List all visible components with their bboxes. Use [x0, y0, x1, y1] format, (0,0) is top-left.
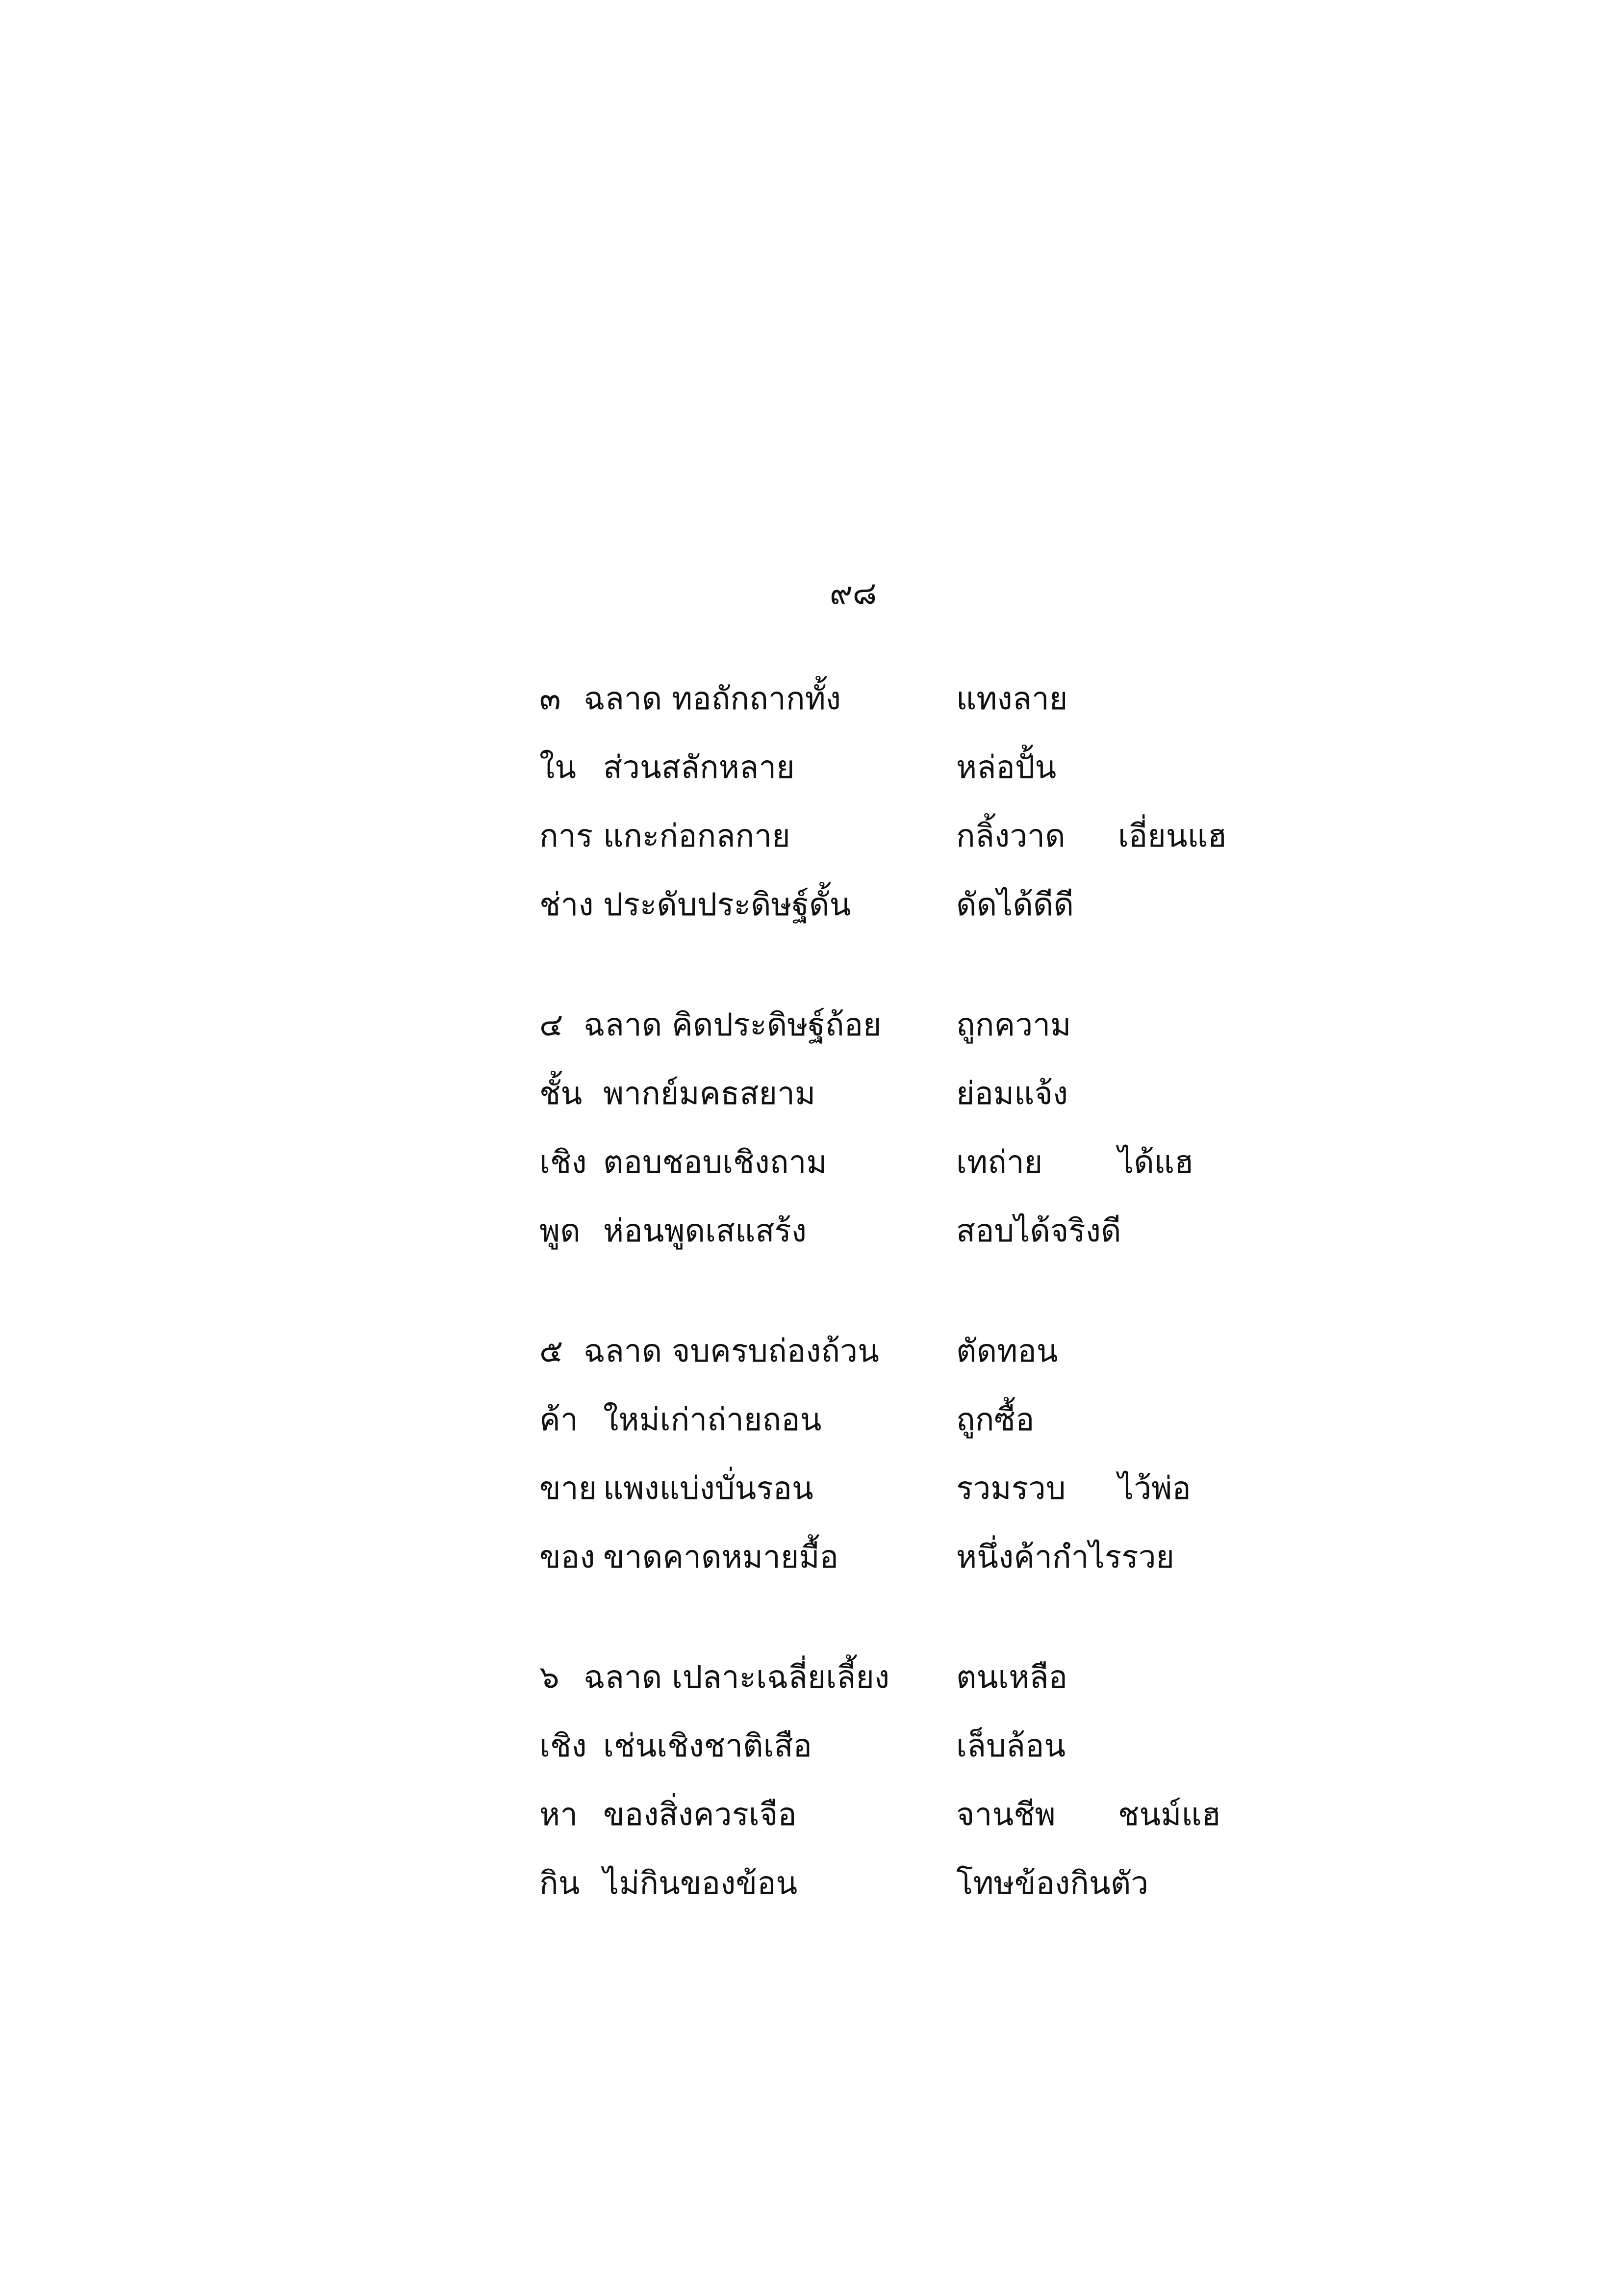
verse-coda: ชนม์แฮ	[1118, 1797, 1221, 1833]
verse-text: ของสิ่งควรเจือ	[603, 1797, 797, 1833]
verse-word: เชิง	[539, 1728, 587, 1764]
verse-ending: เล็บล้อน	[956, 1728, 1066, 1764]
verse-word: การ	[539, 818, 593, 854]
verse-coda: ได้แฮ	[1118, 1144, 1194, 1181]
verse-line	[539, 1712, 1275, 1780]
verse-line	[539, 1128, 1275, 1197]
verse-ending: จานชีพ	[956, 1797, 1056, 1833]
stanza-number: ๓	[539, 681, 561, 717]
verse-word: ฉลาด	[584, 1333, 662, 1369]
verse-line	[539, 1454, 1275, 1523]
stanza	[539, 1643, 1275, 1918]
verse-ending: เทถ่าย	[956, 1144, 1043, 1181]
verse-text: แพงแบ่งบั่นรอน	[603, 1470, 813, 1507]
verse-ending: หนึ่งค้ากำไรรวย	[956, 1539, 1174, 1575]
verse-ending: รวมรวบ	[956, 1470, 1066, 1507]
verse-word: หา	[539, 1797, 578, 1833]
verse-word: ขาย	[539, 1470, 597, 1507]
verse-text: ไม่กินของข้อน	[603, 1865, 798, 1902]
verse-line	[539, 1386, 1275, 1454]
verse-line	[539, 1059, 1275, 1128]
verse-word: เชิง	[539, 1144, 587, 1181]
verse-word: ฉลาด	[584, 1007, 662, 1043]
verse-word: กิน	[539, 1865, 580, 1902]
verse-text: พากย์มคธสยาม	[603, 1076, 816, 1112]
verse-text: ส่วนสลักหลาย	[603, 749, 795, 786]
stanza	[539, 665, 1275, 939]
verse-ending: โทษข้องกินตัว	[956, 1865, 1149, 1902]
verse-line	[539, 802, 1275, 871]
verse-text: ห่อนพูดเสแสร้ง	[603, 1213, 807, 1249]
verse-text: ทอถักถากทั้ง	[672, 681, 841, 717]
verse-text: ขาดคาดหมายมื้อ	[603, 1539, 838, 1575]
verse-ending: หล่อปั้น	[956, 749, 1057, 786]
verse-line	[539, 1780, 1275, 1849]
verse-word: ฉลาด	[584, 681, 662, 717]
verse-ending: ถูกความ	[956, 1007, 1071, 1043]
verse-line	[539, 665, 1275, 733]
verse-line	[539, 1317, 1275, 1386]
verse-word: ของ	[539, 1539, 595, 1575]
verse-word: ฉลาด	[584, 1659, 662, 1696]
verse-word: ค้า	[539, 1402, 578, 1438]
verse-line	[539, 991, 1275, 1059]
page-number: ๙๘	[829, 575, 877, 612]
stanza-number: ๕	[539, 1333, 563, 1369]
verse-ending: สอบได้จริงดี	[956, 1213, 1121, 1249]
verse-line	[539, 1643, 1275, 1712]
verse-line	[539, 1849, 1275, 1918]
verse-ending: กลิ้งวาด	[956, 818, 1066, 854]
verse-text: เปลาะเฉลี่ยเลี้ยง	[672, 1659, 890, 1696]
verse-line	[539, 871, 1275, 939]
verse-text: ใหม่เก่าถ่ายถอน	[603, 1402, 822, 1438]
verse-line	[539, 733, 1275, 802]
verse-line	[539, 1523, 1275, 1592]
stanza	[539, 991, 1275, 1265]
verse-ending: ตนเหลือ	[956, 1659, 1068, 1696]
verse-text: ประดับประดิษฐ์ดั้น	[603, 887, 851, 923]
verse-text: คิดประดิษฐ์ถ้อย	[672, 1007, 882, 1043]
verse-word: พูด	[539, 1213, 581, 1249]
verse-coda: ไว้พ่อ	[1118, 1470, 1191, 1507]
verse-text: เช่นเชิงชาติเสือ	[603, 1728, 812, 1764]
verse-text: ตอบชอบเชิงถาม	[603, 1144, 827, 1181]
verse-line	[539, 1197, 1275, 1265]
stanza-number: ๔	[539, 1007, 563, 1043]
verse-word: ใน	[539, 749, 576, 786]
verse-ending: ถูกซื้อ	[956, 1402, 1035, 1438]
verse-word: ชั้น	[539, 1076, 583, 1112]
stanza	[539, 1317, 1275, 1592]
verse-coda: เอี่ยนแฮ	[1118, 818, 1227, 854]
verse-text: แกะก่อกลกาย	[603, 818, 790, 854]
stanza-number: ๖	[539, 1659, 559, 1696]
verse-word: ช่าง	[539, 887, 594, 923]
verse-ending: ย่อมแจ้ง	[956, 1076, 1068, 1112]
verse-ending: แทงลาย	[956, 681, 1068, 717]
verse-text: จบครบถ่องถ้วน	[672, 1333, 879, 1369]
verse-ending: ตัดทอน	[956, 1333, 1058, 1369]
verse-ending: ดัดได้ดีดี	[956, 887, 1074, 923]
